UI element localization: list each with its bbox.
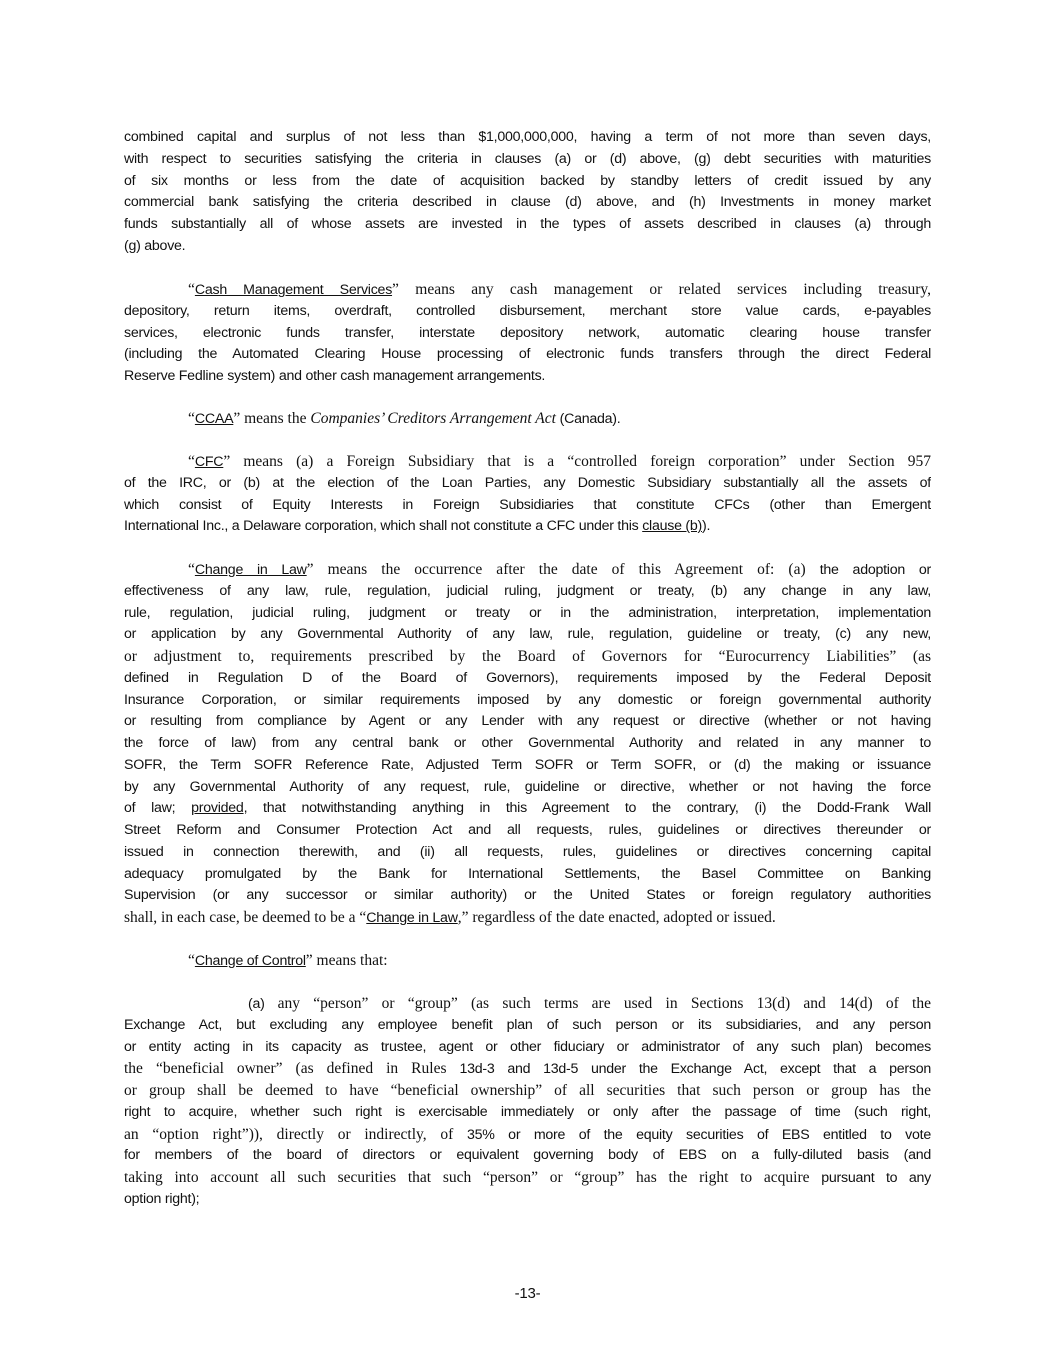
text-segment: or group shall be deemed to have “beneficial ownership” of all securities that such person or group has the — [124, 1082, 931, 1099]
text-segment: (a) — [248, 996, 278, 1012]
text-line — [124, 1145, 931, 1167]
text-segment: Exchange Act, but excluding any employee benefit plan of such person or its subsidiaries, and any person — [124, 1016, 931, 1033]
text-segment: “ — [188, 453, 195, 470]
text-segment: funds substantially all of whose assets are invested in the types of assets described in clauses (a) through — [124, 216, 931, 232]
text-segment: International Inc., a Delaware corporation, which shall not constitute a CFC under this — [124, 518, 643, 535]
text-segment: the force of law) from any central bank or other Governmental Authority and related in any manner to — [124, 735, 931, 751]
text-segment: ” means (a) a Foreign Subsidiary that is a “controlled foreign corporation” under Section 957 — [223, 453, 931, 470]
text-segment: shall, in each case, be deemed to be a “ — [124, 909, 367, 926]
text-line — [124, 127, 931, 149]
text-segment: depository, return items, overdraft, controlled disbursement, merchant store value cards, e-payables — [124, 302, 931, 319]
text-segment: which consist of Equity Interests in Foreign Subsidiaries that constitute CFCs (other than Emergent — [124, 496, 931, 513]
text-segment: or entity acting in its capacity as trustee, agent or other fiduciary or administrator of any such plan) becomes — [124, 1038, 931, 1055]
text-segment: ” means the occurrence after the date of this Agreement of: (a) — [306, 561, 820, 578]
text-segment: issued in connection therewith, and (ii) all requests, rules, guidelines or directives concerning capital — [124, 843, 931, 860]
text-segment: effectiveness of any law, rule, regulation, judicial ruling, judgment or treaty, (b) any change in any law, — [124, 582, 931, 599]
text-line — [124, 777, 931, 799]
defined-term: CFC — [194, 454, 224, 470]
text-segment: 35% or more of the equity securities of EBS entitled to vote — [466, 1126, 931, 1143]
definition-change-of-control — [124, 950, 931, 972]
page-number: -13- — [514, 1285, 541, 1302]
text-line — [124, 993, 931, 1015]
text-line — [124, 451, 931, 473]
text-segment: ” means the — [233, 410, 311, 427]
text-segment: with respect to securities satisfying the criteria in clauses (a) or (d) above, (g) debt securities with maturities — [124, 150, 931, 167]
text-segment: ). — [702, 518, 711, 535]
text-segment: the adoption or — [819, 562, 931, 578]
text-line — [124, 1080, 931, 1102]
text-line — [124, 950, 931, 972]
text-line — [124, 733, 931, 755]
text-segment: defined in Regulation D of the Board of Governors), requirements imposed by the Federal Deposit — [124, 669, 931, 686]
text-segment: Reserve Fedline system) and other cash management arrangements. — [124, 368, 546, 384]
text-segment: (including the Automated Clearing House processing of electronic funds transfers through the direct Federal — [124, 346, 931, 363]
text-line — [124, 301, 931, 323]
text-line — [124, 516, 931, 538]
text-line — [124, 366, 931, 388]
text-line — [124, 473, 931, 495]
text-line — [124, 236, 931, 258]
defined-term: Cash Management Services — [194, 282, 393, 298]
text-line — [124, 581, 931, 603]
defined-term: Change in Law — [366, 910, 458, 926]
definition-cash-management-services — [124, 279, 931, 388]
text-line — [124, 603, 931, 625]
text-segment: ,” regardless of the date enacted, adopted or issued. — [457, 909, 776, 926]
text-segment: (Canada). — [555, 411, 621, 427]
defined-term: provided — [191, 800, 244, 817]
text-segment: any “person” or “group” (as such terms are used in Sections 13(d) and 14(d) of the — [277, 995, 931, 1012]
text-segment: or application by any Governmental Authority of any law, rule, regulation, guideline or treaty, (c) any new, — [124, 626, 931, 643]
text-line — [124, 711, 931, 733]
defined-term: Change of Control — [194, 953, 306, 969]
text-segment: (g) above. — [124, 237, 186, 254]
text-segment: for members of the board of directors or equivalent governing body of EBS on a fully-diluted basis (and — [124, 1147, 931, 1164]
text-segment: “ — [188, 561, 195, 578]
text-segment: Insurance Corporation, or similar requirements imposed by any domestic or foreign governmental authority — [124, 691, 931, 708]
text-line — [124, 690, 931, 712]
text-line — [124, 171, 931, 193]
text-segment: Supervision (or any successor or similar authority) or the United States or foreign regulatory authorities — [124, 887, 931, 904]
text-segment: services, electronic funds transfer, interstate depository network, automatic clearing house transfer — [124, 324, 931, 341]
text-line — [124, 495, 931, 517]
text-segment: of six months or less from the date of acquisition backed by standby letters of credit issued by any — [124, 172, 931, 189]
text-segment: adequacy promulgated by the Bank for International Settlements, the Basel Committee on Banking — [124, 865, 931, 882]
definition-change-in-law — [124, 559, 931, 929]
text-segment: the “beneficial owner” (as defined in Rules — [124, 1060, 460, 1078]
definition-ccaa — [124, 408, 931, 430]
text-line — [124, 344, 931, 366]
text-segment: commercial bank satisfying the criteria described in clause (d) above, and (h) Investments in money market — [124, 194, 931, 211]
text-line — [124, 408, 931, 430]
text-segment: pursuant to any — [821, 1170, 931, 1186]
text-line — [124, 907, 931, 929]
text-segment: of the IRC, or (b) at the election of the Loan Parties, any Domestic Subsidiary substantially all the assets of — [124, 474, 931, 491]
text-line — [124, 1058, 931, 1080]
text-segment: ” means that: — [305, 952, 388, 969]
investments-continuation — [124, 127, 931, 258]
text-line — [124, 1167, 931, 1189]
text-line — [124, 668, 931, 690]
text-line — [124, 1124, 931, 1146]
text-line — [124, 149, 931, 171]
text-line — [124, 1015, 931, 1037]
text-line — [124, 279, 931, 301]
defined-term: CCAA — [194, 411, 234, 427]
text-segment: “ — [188, 952, 195, 969]
defined-term: clause (b) — [642, 518, 702, 535]
text-segment: , that notwithstanding anything in this Agreement to the contrary, (i) the Dodd-Frank Wall — [243, 800, 931, 817]
text-line — [124, 624, 931, 646]
text-segment: Street Reform and Consumer Protection Act and all requests, rules, guidelines or directives thereunder or — [124, 822, 931, 838]
change-of-control-clause-a — [124, 993, 931, 1211]
text-segment: of law; — [124, 800, 192, 817]
text-line — [124, 1037, 931, 1059]
text-segment: or adjustment to, requirements prescribed by the Board of Governors for “Eurocurrency Liabilities” (as — [124, 648, 931, 665]
text-segment: taking into account all such securities that such “person” or “group” has the right to acquire — [124, 1169, 822, 1186]
text-segment: right to acquire, whether such right is exercisable immediately or only after the passage of time (such right, — [124, 1103, 931, 1120]
text-line — [124, 214, 931, 236]
text-line — [124, 885, 931, 907]
text-segment: 13d-3 and 13d-5 under the Exchange Act, except that a person — [459, 1061, 931, 1078]
text-line — [124, 559, 931, 581]
text-segment: option right); — [124, 1190, 200, 1207]
text-segment: an “option right”)), directly or indirectly, of — [124, 1125, 467, 1143]
text-segment: “ — [188, 281, 195, 298]
text-segment: or resulting from compliance by Agent or any Lender with any request or directive (whether or not having — [124, 713, 931, 730]
text-segment: by any Governmental Authority of any request, rule, guideline or directive, whether or not having the force — [124, 778, 931, 795]
text-line — [124, 646, 931, 668]
text-line — [124, 755, 931, 777]
text-line — [124, 1102, 931, 1124]
text-line — [124, 192, 931, 214]
defined-term: Change in Law — [194, 562, 307, 578]
italic-title: Companies’ Creditors Arrangement Act — [310, 410, 556, 427]
text-line — [124, 864, 931, 886]
text-line — [124, 842, 931, 864]
definition-cfc — [124, 451, 931, 538]
text-segment: “ — [188, 410, 195, 427]
text-line — [124, 798, 931, 820]
text-segment: ” means any cash management or related services including treasury, — [392, 281, 931, 298]
text-segment: SOFR, the Term SOFR Reference Rate, Adjusted Term SOFR or Term SOFR, or (d) the making or issuance — [124, 756, 931, 773]
text-segment: combined capital and surplus of not less than $1,000,000,000, having a term of not more than seven days, — [124, 129, 931, 145]
text-segment: rule, regulation, judicial ruling, judgment or treaty or in the administration, interpretation, implementation — [124, 604, 931, 621]
text-line — [124, 820, 931, 842]
text-line — [124, 323, 931, 345]
text-line — [124, 1189, 931, 1211]
